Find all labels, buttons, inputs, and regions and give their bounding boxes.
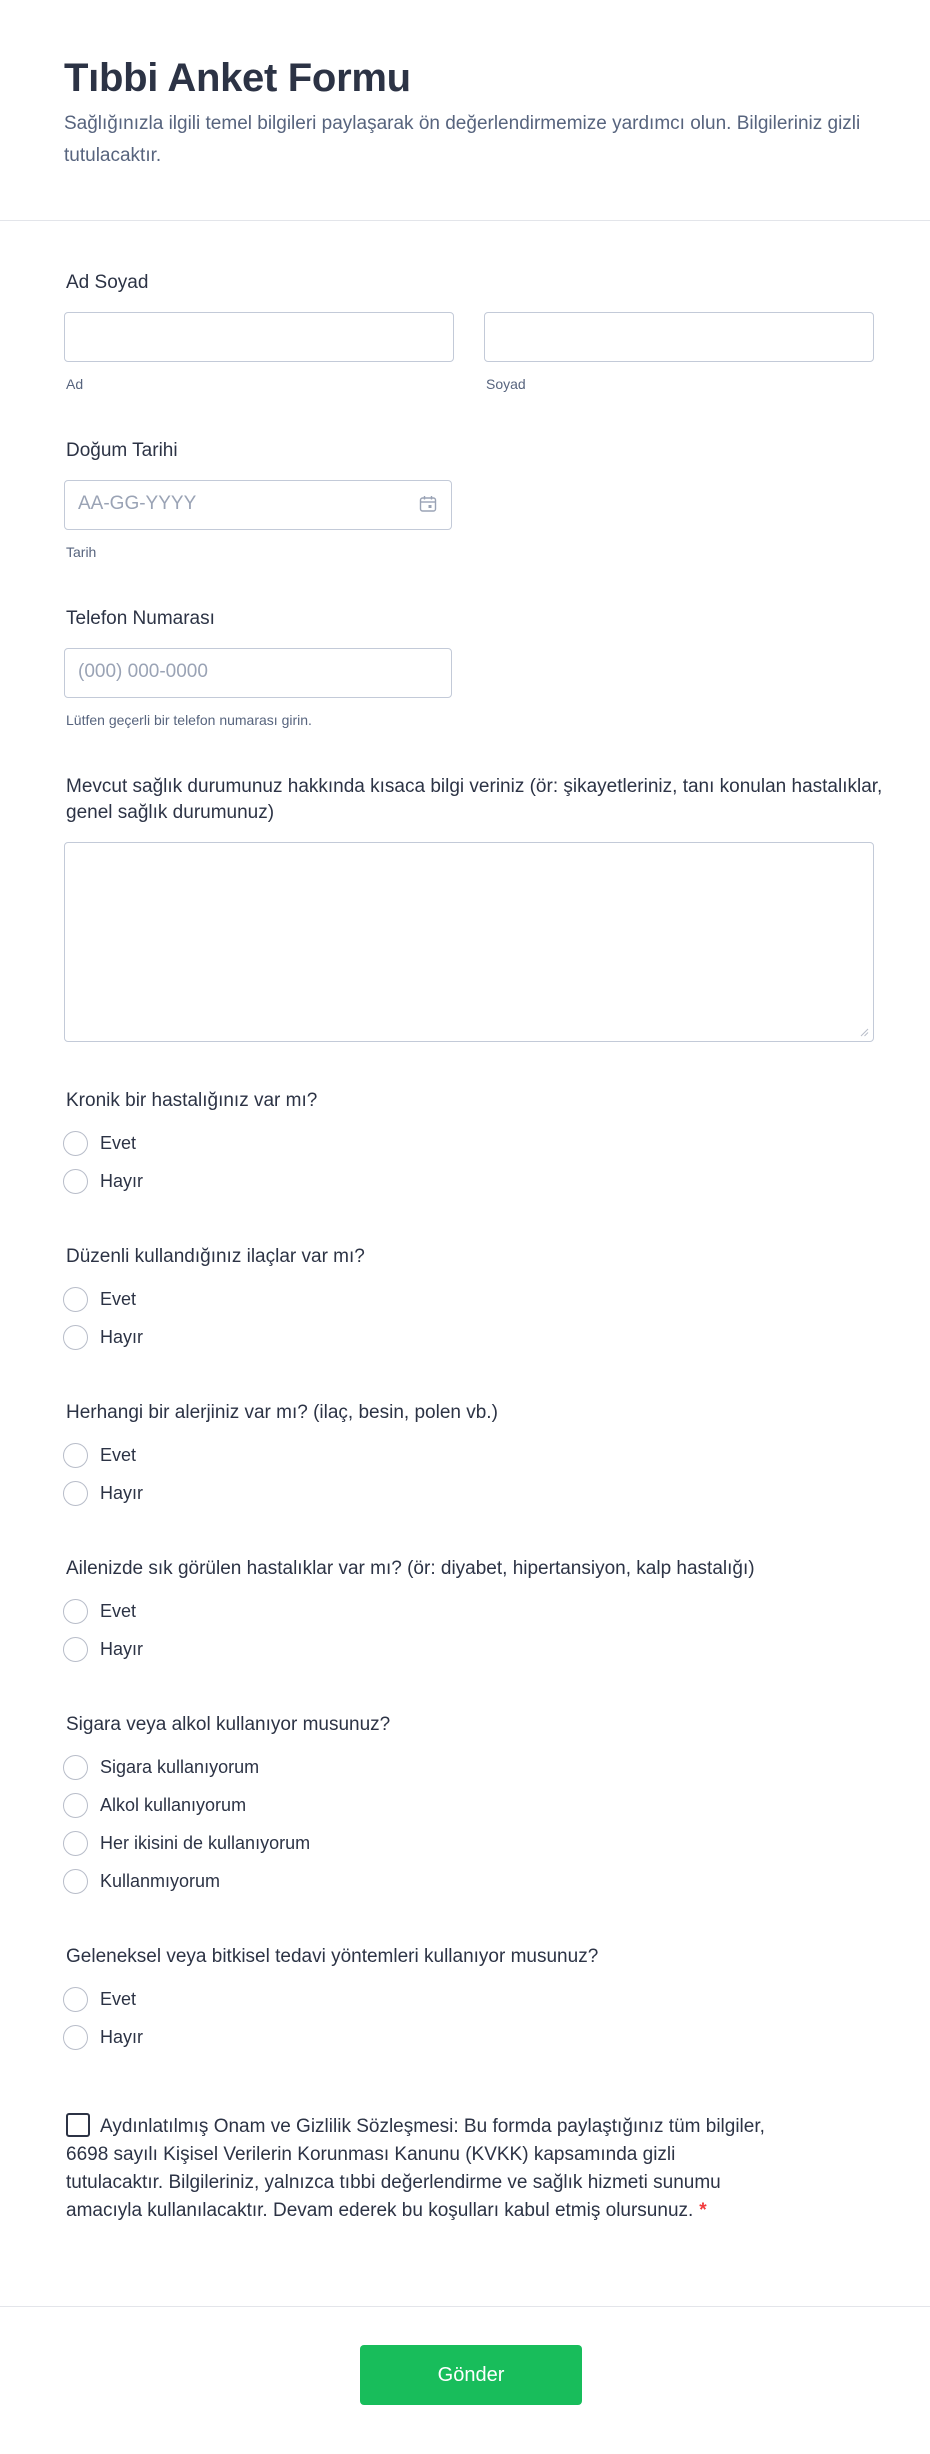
- resize-handle-icon[interactable]: [859, 1027, 869, 1037]
- birth-date-sublabel: Tarih: [66, 544, 97, 560]
- question-medications: Düzenli kullandığınız ilaçlar var mı?: [66, 1246, 365, 1267]
- radio-label: Kullanmıyorum: [100, 1870, 221, 1891]
- radio-option-allergy-yes[interactable]: [63, 1442, 136, 1468]
- radio-button[interactable]: [63, 1481, 88, 1506]
- radio-option-alcohol[interactable]: [63, 1792, 246, 1818]
- radio-option-medications-no[interactable]: [63, 1324, 143, 1350]
- radio-button[interactable]: [63, 1987, 88, 2012]
- submit-button[interactable]: Gönder: [360, 2345, 582, 2405]
- radio-label: Hayır: [100, 1170, 144, 1191]
- radio-label: Hayır: [100, 1638, 144, 1659]
- radio-button[interactable]: [63, 1755, 88, 1780]
- radio-label: Evet: [100, 1988, 137, 2009]
- radio-button[interactable]: [63, 1287, 88, 1312]
- radio-button[interactable]: [63, 1443, 88, 1468]
- birth-date-label: Doğum Tarihi: [66, 440, 178, 461]
- health-status-textarea[interactable]: [64, 842, 874, 1042]
- question-family-history: Ailenizde sık görülen hastalıklar var mı? (ör: diyabet, hipertansiyon, kalp hastalığı): [66, 1558, 755, 1579]
- radio-option-medications-yes[interactable]: [63, 1286, 136, 1312]
- radio-button[interactable]: [63, 1637, 88, 1662]
- radio-label: Evet: [100, 1600, 137, 1621]
- radio-label: Evet: [100, 1444, 137, 1465]
- radio-label: Hayır: [100, 1326, 144, 1347]
- phone-placeholder: (000) 000-0000: [78, 661, 208, 682]
- consent-block: [66, 2113, 766, 2225]
- radio-label: Alkol kullanıyorum: [100, 1794, 247, 1815]
- radio-label: Her ikisini de kullanıyorum: [100, 1832, 311, 1853]
- radio-option-none[interactable]: [63, 1868, 220, 1894]
- radio-option-family-no[interactable]: [63, 1636, 143, 1662]
- first-name-sublabel: Ad: [66, 376, 84, 392]
- radio-option-traditional-no[interactable]: [63, 2024, 143, 2050]
- question-traditional-treatment: Geleneksel veya bitkisel tedavi yöntemleri kullanıyor musunuz?: [66, 1946, 599, 1967]
- question-chronic-disease: Kronik bir hastalığınız var mı?: [66, 1090, 318, 1111]
- birth-date-field[interactable]: [64, 480, 452, 530]
- first-name-field[interactable]: [64, 312, 454, 362]
- radio-label: Hayır: [100, 2026, 144, 2047]
- radio-option-smoking[interactable]: [63, 1754, 259, 1780]
- required-marker: *: [699, 2200, 707, 2221]
- radio-option-family-yes[interactable]: [63, 1598, 136, 1624]
- radio-option-chronic-no[interactable]: [63, 1168, 143, 1194]
- birth-date-placeholder: AA-GG-YYYY: [78, 493, 197, 514]
- consent-text: Aydınlatılmış Onam ve Gizlilik Sözleşmesi: Bu formda paylaştığınız tüm bilgiler, 6698 sayılı Kişisel Verilerin Korunması Kanunu (KVKK) kapsamında gizli tutulacaktır. Bilgileriniz, yalnızca tıbbi değerlendirme ve sağlık hizmeti sunumu amacıyla kullanılacaktır. Devam ederek bu koşulları kabul etmiş olursunuz.: [66, 2116, 765, 2221]
- page-title: Tıbbi Anket Formu: [64, 56, 411, 100]
- radio-button[interactable]: [63, 2025, 88, 2050]
- radio-button[interactable]: [63, 1831, 88, 1856]
- consent-checkbox[interactable]: [66, 2113, 90, 2137]
- phone-label: Telefon Numarası: [66, 608, 215, 629]
- radio-label: Evet: [100, 1288, 137, 1309]
- radio-button[interactable]: [63, 1599, 88, 1624]
- radio-option-chronic-yes[interactable]: [63, 1130, 136, 1156]
- radio-button[interactable]: [63, 1869, 88, 1894]
- calendar-icon[interactable]: [419, 495, 437, 518]
- health-status-label: Mevcut sağlık durumunuz hakkında kısaca bilgi veriniz (ör: şikayetleriniz, tanı konulan hastalıklar, genel sağlık durumunuz): [66, 776, 883, 823]
- phone-field[interactable]: [64, 648, 452, 698]
- radio-button[interactable]: [63, 1169, 88, 1194]
- form-header: [0, 0, 930, 221]
- name-label: Ad Soyad: [66, 272, 149, 293]
- question-allergy: Herhangi bir alerjiniz var mı? (ilaç, besin, polen vb.): [66, 1402, 498, 1423]
- radio-option-traditional-yes[interactable]: [63, 1986, 136, 2012]
- page-subtitle: Sağlığınızla ilgili temel bilgileri paylaşarak ön değerlendirmemize yardımcı olun. Bilgileriniz gizli tutulacaktır.: [64, 113, 861, 166]
- radio-option-allergy-no[interactable]: [63, 1480, 143, 1506]
- radio-label: Sigara kullanıyorum: [100, 1756, 260, 1777]
- radio-option-both[interactable]: [63, 1830, 310, 1856]
- last-name-field[interactable]: [484, 312, 874, 362]
- radio-button[interactable]: [63, 1793, 88, 1818]
- question-smoking-alcohol: Sigara veya alkol kullanıyor musunuz?: [66, 1714, 391, 1735]
- radio-button[interactable]: [63, 1131, 88, 1156]
- last-name-sublabel: Soyad: [486, 376, 526, 392]
- radio-label: Hayır: [100, 1482, 144, 1503]
- phone-sublabel: Lütfen geçerli bir telefon numarası girin.: [66, 712, 312, 728]
- radio-label: Evet: [100, 1132, 137, 1153]
- footer-divider: [0, 2306, 930, 2307]
- radio-button[interactable]: [63, 1325, 88, 1350]
